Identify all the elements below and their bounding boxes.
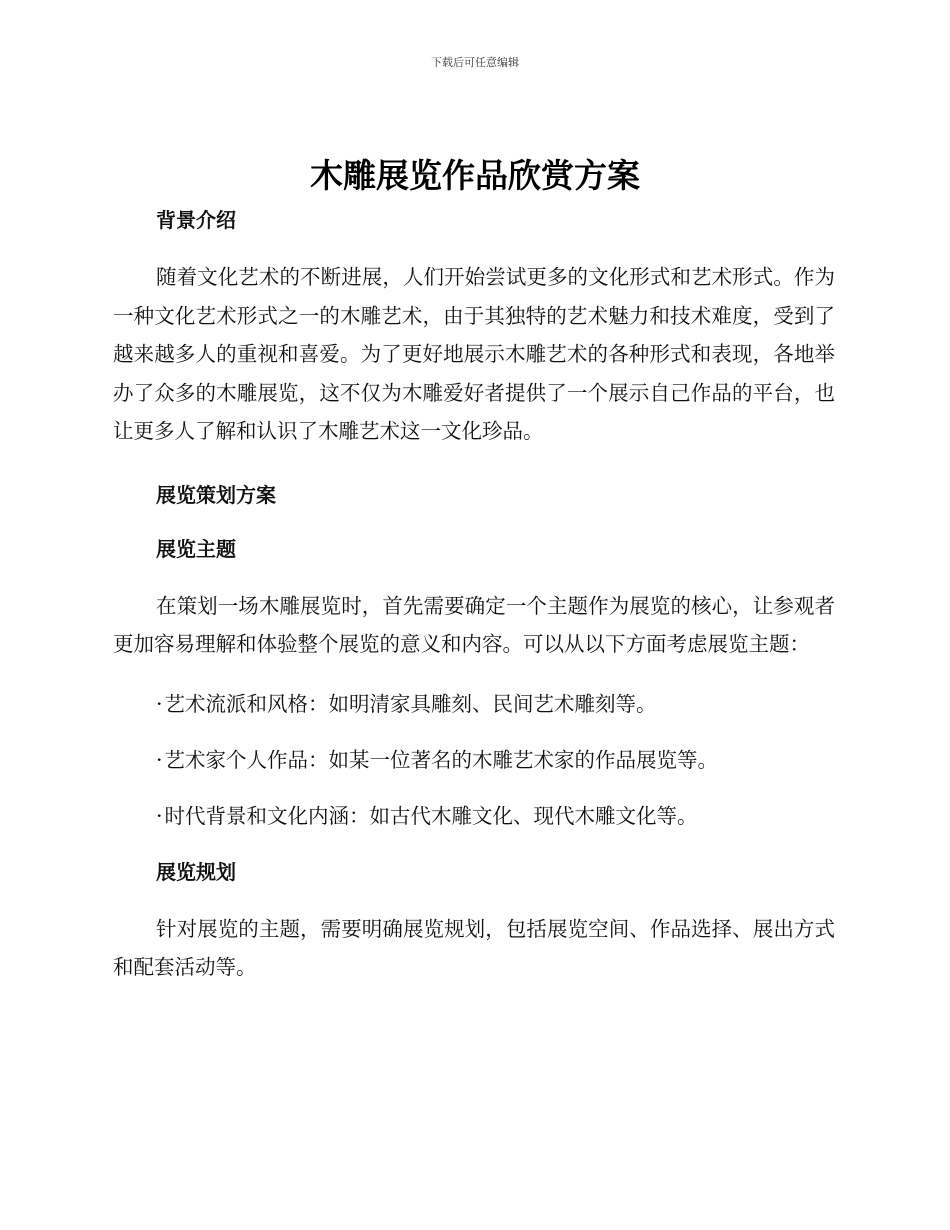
bullet-text: 艺术流派和风格：如明清家具雕刻、民间艺术雕刻等。: [164, 691, 657, 716]
planning-paragraph: 针对展览的主题，需要明确展览规划，包括展览空间、作品选择、展出方式和配套活动等。: [113, 916, 835, 979]
bullet-mark: ·: [156, 747, 163, 772]
list-item: [113, 800, 835, 832]
section-heading-background: 背景介绍: [156, 208, 236, 232]
theme-paragraph: 在策划一场木雕展览时，首先需要确定一个主题作为展览的核心，让参观者更加容易理解和体验整个展览的意义和内容。可以从以下方面考虑展览主题：: [113, 593, 835, 656]
bullet-mark: ·: [156, 691, 163, 716]
section-heading-planning: 展览规划: [156, 859, 236, 884]
section-heading-plan: 展览策划方案: [156, 482, 276, 507]
section-heading-theme: 展览主题: [156, 536, 236, 561]
theme-bullet-list: [113, 688, 835, 832]
list-item: [113, 688, 835, 720]
bullet-text: 艺术家个人作品：如某一位著名的木雕艺术家的作品展览等。: [164, 747, 719, 772]
list-item: [113, 744, 835, 776]
bullet-mark: ·: [156, 803, 163, 828]
document-body: [113, 204, 835, 1003]
bullet-text: 时代背景和文化内涵：如古代木雕文化、现代木雕文化等。: [164, 803, 698, 828]
header-note: 下载后可任意编辑: [431, 56, 519, 69]
document-title: 木雕展览作品欣赏方案: [310, 156, 640, 195]
background-paragraph: 随着文化艺术的不断进展，人们开始尝试更多的文化形式和艺术形式。作为一种文化艺术形式之一的木雕艺术，由于其独特的艺术魅力和技术难度，受到了越来越多人的重视和喜爱。为了更好地展示木雕艺术的各种形式和表现，各地举办了众多的木雕展览，这不仅为木雕爱好者提供了一个展示自己作品的平台，也让更多人了解和认识了木雕艺术这一文化珍品。: [113, 265, 835, 443]
